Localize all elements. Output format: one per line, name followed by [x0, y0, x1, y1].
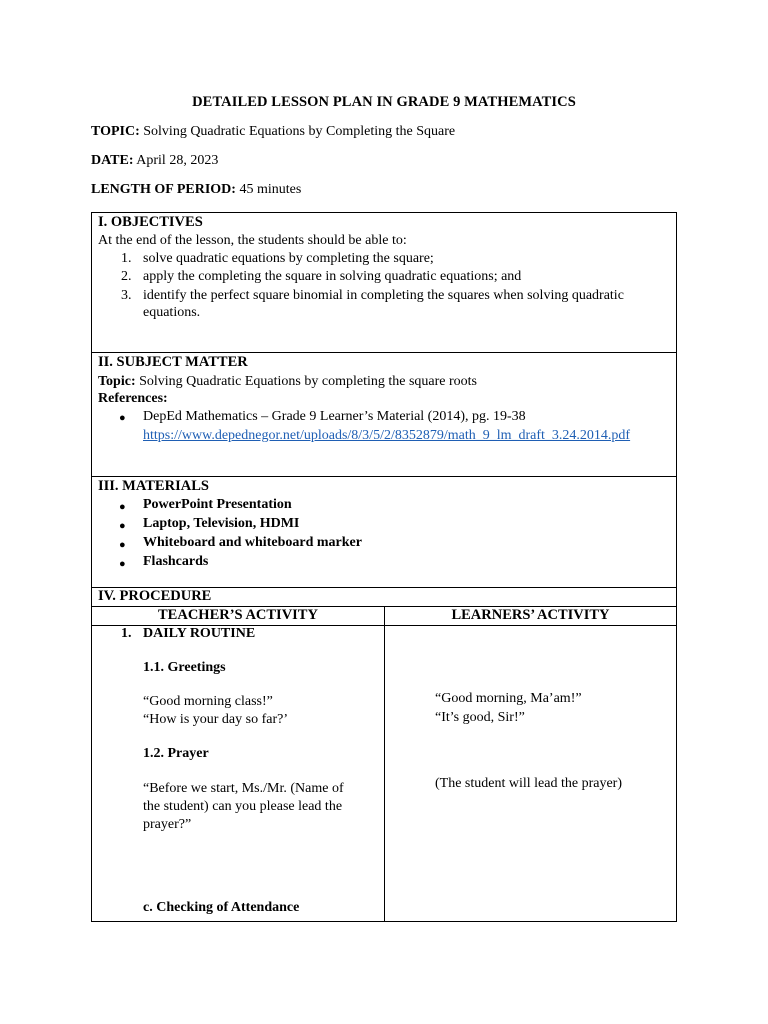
- topic-line: [91, 124, 455, 140]
- objectives-heading: I. OBJECTIVES: [98, 214, 203, 230]
- teacher-prayer-line: prayer?”: [143, 817, 192, 832]
- objective-item: identify the perfect square binomial in completing the squares when solving quadratic: [143, 288, 624, 303]
- length-label: LENGTH OF PERIOD:: [91, 182, 236, 197]
- bullet-icon: ●: [119, 558, 126, 570]
- material-item: Laptop, Television, HDMI: [143, 516, 300, 531]
- divider-objectives: [92, 352, 676, 353]
- bullet-icon: ●: [119, 539, 126, 551]
- material-item: PowerPoint Presentation: [143, 497, 292, 512]
- routine-number: 1.: [121, 626, 132, 641]
- teacher-activity-header: TEACHER’S ACTIVITY: [158, 607, 318, 623]
- materials-heading: III. MATERIALS: [98, 478, 209, 494]
- lesson-table: [91, 212, 677, 922]
- reference-text: DepEd Mathematics – Grade 9 Learner’s Material (2014), pg. 19-38: [143, 409, 526, 424]
- bullet-icon: ●: [119, 520, 126, 532]
- prayer-title: 1.2. Prayer: [143, 746, 209, 761]
- column-divider: [384, 606, 385, 921]
- objective-number: 2.: [121, 269, 132, 284]
- teacher-prayer-line: the student) can you please lead the: [143, 799, 343, 814]
- topic-label: TOPIC:: [91, 124, 140, 139]
- date-line: [91, 153, 218, 169]
- date-value: April 28, 2023: [136, 153, 219, 168]
- material-item: Whiteboard and whiteboard marker: [143, 535, 362, 550]
- procedure-heading: IV. PROCEDURE: [98, 588, 212, 604]
- objective-item-continued: equations.: [143, 305, 201, 320]
- attendance-title: c. Checking of Attendance: [143, 900, 300, 915]
- length-line: [91, 182, 301, 198]
- references-label: References:: [98, 391, 168, 406]
- daily-routine-title: DAILY ROUTINE: [143, 626, 256, 641]
- greetings-title: 1.1. Greetings: [143, 660, 226, 675]
- learner-greeting-line: “Good morning, Ma’am!”: [435, 691, 582, 706]
- teacher-prayer-line: “Before we start, Ms./Mr. (Name of: [143, 781, 344, 796]
- objective-number: 1.: [121, 251, 132, 266]
- subject-topic-value: Solving Quadratic Equations by completing the square roots: [139, 374, 477, 389]
- learners-activity-header: LEARNERS’ ACTIVITY: [451, 607, 610, 623]
- learner-prayer-note: (The student will lead the prayer): [435, 776, 622, 791]
- bullet-icon: ●: [119, 501, 126, 513]
- teacher-greeting-line: “How is your day so far?’: [143, 712, 289, 727]
- learner-greeting-line: “It’s good, Sir!”: [435, 710, 525, 725]
- document-title: DETAILED LESSON PLAN IN GRADE 9 MATHEMATICS: [192, 94, 576, 110]
- topic-value: Solving Quadratic Equations by Completing the Square: [143, 124, 456, 139]
- objective-number: 3.: [121, 288, 132, 303]
- teacher-greeting-line: “Good morning class!”: [143, 694, 273, 709]
- objectives-intro: At the end of the lesson, the students should be able to:: [98, 233, 407, 248]
- subject-heading: II. SUBJECT MATTER: [98, 354, 248, 370]
- subject-topic-label: Topic:: [98, 374, 136, 389]
- length-value: 45 minutes: [239, 182, 302, 197]
- divider-subject: [92, 476, 676, 477]
- material-item: Flashcards: [143, 554, 209, 569]
- reference-link[interactable]: https://www.depednegor.net/uploads/8/3/5/2/8352879/math_9_lm_draft_3.24.2014.pdf: [143, 428, 631, 443]
- objective-item: solve quadratic equations by completing the square;: [143, 251, 434, 266]
- bullet-icon: ●: [119, 412, 126, 424]
- objective-item: apply the completing the square in solving quadratic equations; and: [143, 269, 522, 284]
- subject-topic-line: [98, 374, 477, 390]
- date-label: DATE:: [91, 153, 134, 168]
